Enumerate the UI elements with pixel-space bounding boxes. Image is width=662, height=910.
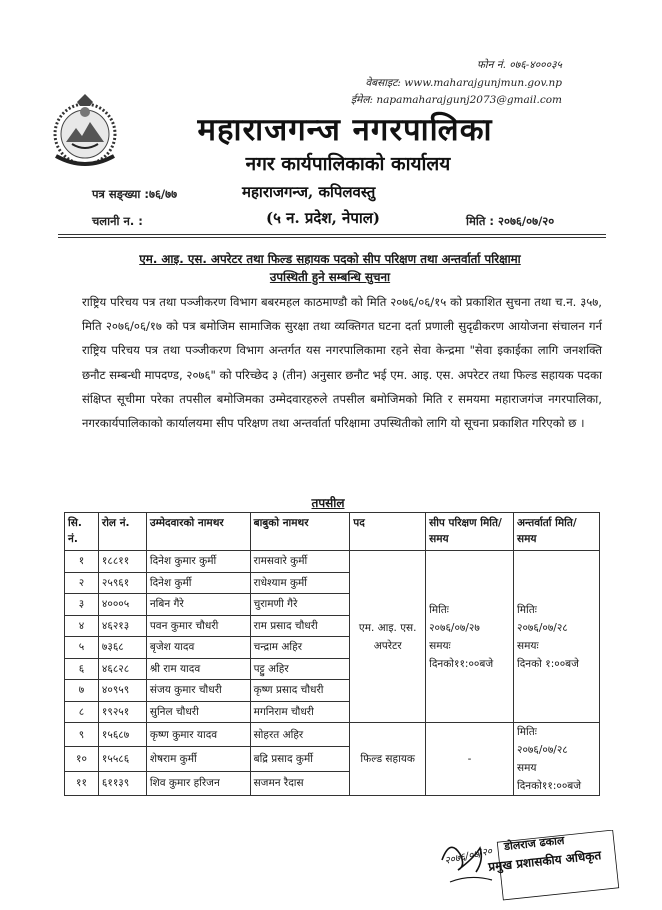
cell-candidate-name: दिनेश कुमार कुर्मी: [146, 551, 250, 573]
interview-time: दिनको १:००बजे: [517, 657, 579, 670]
cell-candidate-name: श्री राम यादव: [146, 658, 250, 680]
stamp-officer-name: डोलराज ढकाल: [503, 833, 565, 854]
cell-roll: ४०००५: [98, 594, 146, 616]
cell-roll: १८८११: [98, 551, 146, 573]
interview-date: २०७६/०७/२८: [517, 621, 568, 634]
handwritten-date: २०७६/०७/२०: [443, 846, 494, 867]
cell-skill-test-group2: -: [426, 723, 514, 796]
interview-time: दिनको११:००बजे: [517, 780, 582, 792]
notice-heading: [70, 250, 590, 286]
cell-post-field-assistant: फिल्ड सहायक: [350, 723, 426, 796]
email: ईमेल: napamaharajgunj2073@gmail.com: [350, 94, 562, 106]
cell-sn: २: [65, 572, 99, 594]
cell-father-name: सजमन रैदास: [250, 771, 350, 795]
reference-number: पत्र सङ्ख्या :७६/७७: [92, 187, 178, 201]
cell-father-name: पट्टु अहिर: [250, 658, 350, 680]
interview-date-label: मितिः: [517, 726, 537, 738]
cell-roll: ४६२१३: [98, 615, 146, 637]
nepal-emblem-icon: [46, 92, 124, 170]
letter-date: मिति : २०७६/०७/२०: [466, 214, 555, 228]
cell-father-name: राम प्रसाद चौधरी: [250, 615, 350, 637]
cell-interview-group1: [514, 551, 600, 723]
website: वेबसाइट: www.maharajgunjmun.gov.np: [365, 77, 562, 89]
skill-time-label: समयः: [429, 639, 451, 652]
cell-roll: २५९६१: [98, 572, 146, 594]
cell-candidate-name: दिनेश कुर्मी: [146, 572, 250, 594]
cell-candidate-name: पवन कुमार चौधरी: [146, 615, 250, 637]
cell-father-name: रामसवारे कुर्मी: [250, 551, 350, 573]
dispatch-number: चलानी न. :: [92, 214, 143, 228]
cell-sn: ५: [65, 637, 99, 659]
phone-number: फोन नं. ०७६-४०००३५: [476, 59, 562, 71]
cell-candidate-name: शिव कुमार हरिजन: [146, 771, 250, 795]
header-interview: अन्तर्वार्ता मिति/समय: [514, 513, 600, 551]
header-divider-2: [58, 237, 606, 238]
table-header-row: [65, 513, 600, 551]
cell-father-name: सोहरत अहिर: [250, 723, 350, 747]
header-sn: सि. नं.: [65, 513, 99, 551]
municipality-title: महाराजगन्ज नगरपालिका: [197, 112, 493, 148]
cell-sn: ९: [65, 723, 99, 747]
cell-father-name: मगनिराम चौधरी: [250, 701, 350, 723]
notice-heading-line2: उपस्थिती हुने सम्बन्धि सुचना: [269, 270, 391, 284]
cell-sn: ३: [65, 594, 99, 616]
cell-sn: ११: [65, 771, 99, 795]
office-subtitle: नगर कार्यपालिकाको कार्यालय: [245, 153, 451, 175]
interview-date: २०७६/०७/२८: [517, 744, 568, 756]
cell-post-mis-operator: एम. आइ. एस. अपरेटर: [350, 551, 426, 723]
skill-date-label: मितिः: [429, 603, 449, 616]
cell-candidate-name: शेषराम कुर्मी: [146, 747, 250, 771]
cell-skill-test-group1: [426, 551, 514, 723]
cell-candidate-name: संजय कुमार चौधरी: [146, 680, 250, 702]
skill-date: २०७६/०७/२७: [429, 621, 480, 634]
cell-sn: ७: [65, 680, 99, 702]
interview-time-label: समय: [517, 762, 537, 774]
cell-roll: १९२५१: [98, 701, 146, 723]
skill-time: दिनको११:००बजे: [429, 657, 494, 670]
cell-father-name: चन्द्राम अहिर: [250, 637, 350, 659]
cell-candidate-name: बृजेश यादव: [146, 637, 250, 659]
notice-body: राष्ट्रिय परिचय पत्र तथा पञ्जीकरण विभाग बबरमहल काठमाण्डौ को मिति २०७६/०६/१५ को प्रकाशित सुचना तथा च.न. ३५७, मिति २०७६/०६/१७ को पत्र बमोजिम सामाजिक सुरक्षा तथा व्यक्तिगत घटना दर्ता प्रणाली सुदृढीकरण आयोजना संचालन गर्न राष्ट्रिय परिचय पत्र तथा पञ्जीकरण विभाग अन्तर्गत यस नगरपालिकामा रहने सेवा केन्द्रमा "सेवा इकाईका लागि जनशक्ति छनौट सम्बन्धी मापदण्ड, २०७६" को परिच्छेद ३ (तीन) अनुसार छनौट भई एम. आइ. एस. अपरेटर तथा फिल्ड सहायक पदका संक्षिप्त सूचीमा परेका तपसील बमोजिमका उम्मेदवारहरुले तपसील बमोजिमको मिति र समयमा महाराजगंज नगरपालिका, नगरकार्यपालिकाको कार्यालयमा सीप परिक्षण तथा अन्तर्वार्ता परिक्षामा उपस्थितीको लागि यो सूचना प्रकाशित गरिएको छ ।: [82, 295, 602, 431]
address-line2: (५ न. प्रदेश, नेपाल): [266, 209, 381, 227]
interview-date-label: मितिः: [517, 603, 537, 616]
cell-sn: ६: [65, 658, 99, 680]
address-line1: महाराजगन्ज, कपिलवस्तु: [242, 183, 376, 201]
cell-candidate-name: नबिन गैरे: [146, 594, 250, 616]
candidate-table: [64, 512, 600, 796]
cell-candidate-name: सुनिल चौधरी: [146, 701, 250, 723]
cell-father-name: चुरामणी गैरे: [250, 594, 350, 616]
cell-sn: ८: [65, 701, 99, 723]
table-row: [65, 723, 600, 747]
cell-roll: १५५८६: [98, 747, 146, 771]
header-father-name: बाबुको नामथर: [250, 513, 350, 551]
cell-father-name: कृष्ण प्रसाद चौधरी: [250, 680, 350, 702]
header-roll: रोल नं.: [98, 513, 146, 551]
table-row: [65, 551, 600, 573]
cell-roll: १५६८७: [98, 723, 146, 747]
cell-father-name: राधेश्याम कुर्मी: [250, 572, 350, 594]
interview-time-label: समयः: [517, 639, 539, 652]
cell-roll: ४६८२८: [98, 658, 146, 680]
header-skill-test: सीप परिक्षण मिति/समय: [426, 513, 514, 551]
header-post: पद: [350, 513, 426, 551]
cell-interview-group2: [514, 723, 600, 796]
table-label: तपसील: [311, 496, 345, 510]
cell-sn: १: [65, 551, 99, 573]
cell-sn: १०: [65, 747, 99, 771]
cell-sn: ४: [65, 615, 99, 637]
cell-roll: ४०९५९: [98, 680, 146, 702]
header-divider: [58, 234, 606, 235]
header-candidate-name: उम्मेदवारको नामथर: [146, 513, 250, 551]
cell-father-name: बद्रि प्रसाद कुर्मी: [250, 747, 350, 771]
stamp-officer-title: प्रमुख प्रशासकीय अधिकृत: [487, 848, 602, 874]
notice-heading-line1: एम. आइ. एस. अपरेटर तथा फिल्ड सहायक पदको सीप परिक्षण तथा अन्तर्वार्ता परिक्षामा: [139, 252, 521, 266]
cell-roll: ७३६८: [98, 637, 146, 659]
cell-candidate-name: कृष्ण कुमार यादव: [146, 723, 250, 747]
cell-roll: ६११३९: [98, 771, 146, 795]
